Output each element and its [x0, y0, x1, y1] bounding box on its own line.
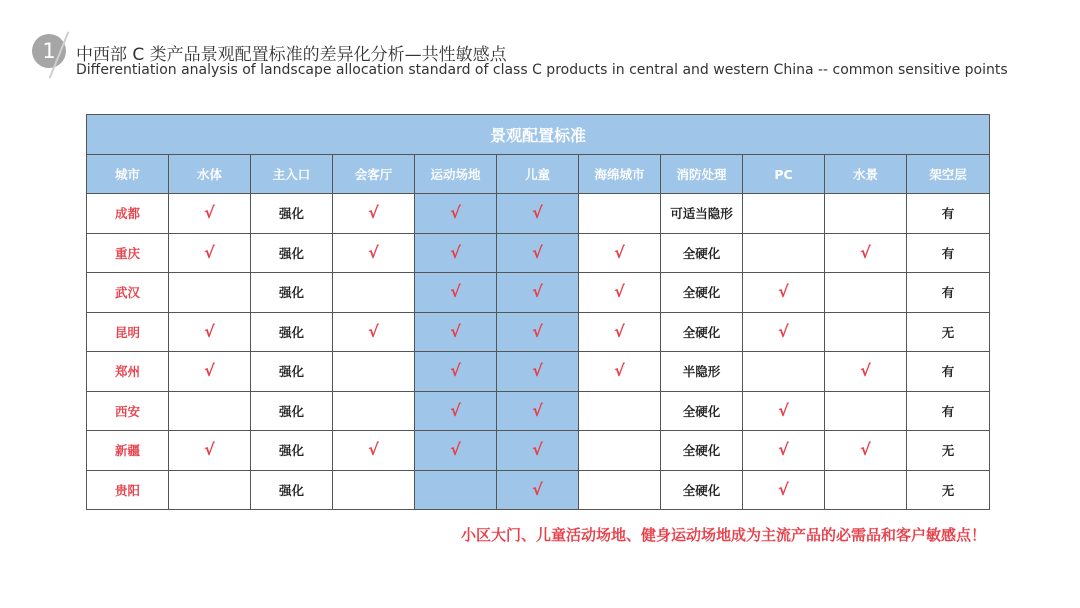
table-row — [87, 194, 990, 234]
column-header: PC — [743, 155, 825, 194]
landscape-standard-table — [86, 114, 990, 510]
check-icon: √ — [204, 203, 215, 223]
empty-cell — [169, 273, 251, 313]
table-row — [87, 233, 990, 273]
value-cell: 有 — [907, 233, 990, 273]
value-cell: 无 — [907, 312, 990, 352]
check-cell — [743, 273, 825, 313]
check-cell — [579, 352, 661, 392]
check-icon: √ — [450, 361, 461, 381]
check-cell — [497, 352, 579, 392]
conclusion-note: 小区大门、儿童活动场地、健身运动场地成为主流产品的必需品和客户敏感点！ — [460, 526, 986, 544]
check-cell — [825, 233, 907, 273]
check-cell — [497, 312, 579, 352]
table-row — [87, 391, 990, 431]
check-icon: √ — [368, 321, 379, 341]
check-icon: √ — [614, 321, 625, 341]
check-icon: √ — [532, 440, 543, 460]
check-icon: √ — [778, 479, 789, 499]
value-cell: 有 — [907, 391, 990, 431]
empty-cell — [743, 233, 825, 273]
check-icon: √ — [532, 361, 543, 381]
value-cell: 全硬化 — [661, 273, 743, 313]
empty-cell — [579, 391, 661, 431]
check-cell — [415, 312, 497, 352]
empty-cell — [333, 470, 415, 510]
empty-cell — [825, 391, 907, 431]
empty-cell — [825, 273, 907, 313]
check-icon: √ — [614, 242, 625, 262]
empty-cell — [169, 391, 251, 431]
empty-cell — [743, 194, 825, 234]
value-cell: 有 — [907, 273, 990, 313]
empty-cell — [169, 470, 251, 510]
check-cell — [169, 233, 251, 273]
empty-cell — [579, 194, 661, 234]
empty-cell — [415, 470, 497, 510]
column-header: 海绵城市 — [579, 155, 661, 194]
value-cell: 全硬化 — [661, 391, 743, 431]
column-header: 水景 — [825, 155, 907, 194]
city-cell: 郑州 — [87, 352, 169, 392]
check-cell — [415, 352, 497, 392]
check-cell — [169, 312, 251, 352]
value-cell: 全硬化 — [661, 312, 743, 352]
check-icon: √ — [450, 400, 461, 420]
column-header-row — [87, 155, 990, 194]
city-cell: 昆明 — [87, 312, 169, 352]
value-cell: 无 — [907, 431, 990, 471]
check-icon: √ — [450, 440, 461, 460]
check-cell — [825, 431, 907, 471]
check-cell — [743, 431, 825, 471]
check-cell — [333, 233, 415, 273]
check-cell — [415, 233, 497, 273]
check-icon: √ — [860, 361, 871, 381]
check-cell — [497, 273, 579, 313]
check-icon: √ — [450, 282, 461, 302]
check-icon: √ — [450, 321, 461, 341]
city-cell: 武汉 — [87, 273, 169, 313]
check-cell — [497, 431, 579, 471]
value-cell: 可适当隐形 — [661, 194, 743, 234]
check-cell — [497, 233, 579, 273]
check-cell — [333, 312, 415, 352]
check-icon: √ — [860, 242, 871, 262]
value-cell: 强化 — [251, 352, 333, 392]
check-icon: √ — [532, 282, 543, 302]
empty-cell — [333, 391, 415, 431]
value-cell: 全硬化 — [661, 470, 743, 510]
check-cell — [825, 352, 907, 392]
check-cell — [579, 273, 661, 313]
section-number-badge: 1 — [32, 34, 66, 68]
check-icon: √ — [860, 440, 871, 460]
empty-cell — [333, 273, 415, 313]
empty-cell — [743, 352, 825, 392]
empty-cell — [333, 352, 415, 392]
page-subtitle: Differentiation analysis of landscape allocation standard of class C products in central and western China -- common sensitive points — [76, 62, 1008, 78]
check-icon: √ — [450, 203, 461, 223]
value-cell: 有 — [907, 352, 990, 392]
check-cell — [169, 194, 251, 234]
column-header: 运动场地 — [415, 155, 497, 194]
table-row — [87, 352, 990, 392]
check-cell — [497, 470, 579, 510]
city-cell: 成都 — [87, 194, 169, 234]
column-header: 架空层 — [907, 155, 990, 194]
check-cell — [169, 352, 251, 392]
check-cell — [415, 391, 497, 431]
check-cell — [579, 233, 661, 273]
page-title: 中西部 C 类产品景观配置标准的差异化分析—共性敏感点 — [76, 45, 507, 65]
check-cell — [743, 312, 825, 352]
empty-cell — [579, 470, 661, 510]
check-icon: √ — [532, 242, 543, 262]
value-cell: 全硬化 — [661, 233, 743, 273]
value-cell: 半隐形 — [661, 352, 743, 392]
city-cell: 西安 — [87, 391, 169, 431]
check-icon: √ — [532, 479, 543, 499]
city-cell: 贵阳 — [87, 470, 169, 510]
check-icon: √ — [778, 321, 789, 341]
check-icon: √ — [532, 321, 543, 341]
column-header: 会客厅 — [333, 155, 415, 194]
value-cell: 强化 — [251, 391, 333, 431]
value-cell: 强化 — [251, 431, 333, 471]
table-row — [87, 431, 990, 471]
empty-cell — [825, 470, 907, 510]
check-icon: √ — [204, 440, 215, 460]
check-icon: √ — [778, 400, 789, 420]
check-icon: √ — [614, 361, 625, 381]
check-icon: √ — [532, 400, 543, 420]
table-row — [87, 273, 990, 313]
check-cell — [579, 312, 661, 352]
check-cell — [333, 194, 415, 234]
check-icon: √ — [204, 361, 215, 381]
check-icon: √ — [450, 242, 461, 262]
check-icon: √ — [204, 321, 215, 341]
check-icon: √ — [614, 282, 625, 302]
empty-cell — [825, 194, 907, 234]
check-cell — [415, 273, 497, 313]
check-icon: √ — [368, 440, 379, 460]
check-cell — [497, 391, 579, 431]
check-cell — [415, 194, 497, 234]
check-cell — [497, 194, 579, 234]
column-header: 城市 — [87, 155, 169, 194]
table-row — [87, 470, 990, 510]
value-cell: 全硬化 — [661, 431, 743, 471]
check-cell — [333, 431, 415, 471]
table-row — [87, 312, 990, 352]
value-cell: 强化 — [251, 470, 333, 510]
value-cell: 强化 — [251, 233, 333, 273]
value-cell: 强化 — [251, 273, 333, 313]
value-cell: 有 — [907, 194, 990, 234]
value-cell: 强化 — [251, 312, 333, 352]
check-icon: √ — [368, 203, 379, 223]
check-icon: √ — [204, 242, 215, 262]
check-cell — [169, 431, 251, 471]
check-icon: √ — [778, 440, 789, 460]
check-icon: √ — [778, 282, 789, 302]
city-cell: 新疆 — [87, 431, 169, 471]
empty-cell — [825, 312, 907, 352]
table-body — [87, 194, 990, 510]
check-icon: √ — [532, 203, 543, 223]
check-icon: √ — [368, 242, 379, 262]
column-header: 儿童 — [497, 155, 579, 194]
value-cell: 强化 — [251, 194, 333, 234]
empty-cell — [579, 431, 661, 471]
value-cell: 无 — [907, 470, 990, 510]
column-header: 主入口 — [251, 155, 333, 194]
column-header: 消防处理 — [661, 155, 743, 194]
check-cell — [743, 470, 825, 510]
table-caption: 景观配置标准 — [87, 115, 990, 155]
check-cell — [743, 391, 825, 431]
check-cell — [415, 431, 497, 471]
column-header: 水体 — [169, 155, 251, 194]
city-cell: 重庆 — [87, 233, 169, 273]
